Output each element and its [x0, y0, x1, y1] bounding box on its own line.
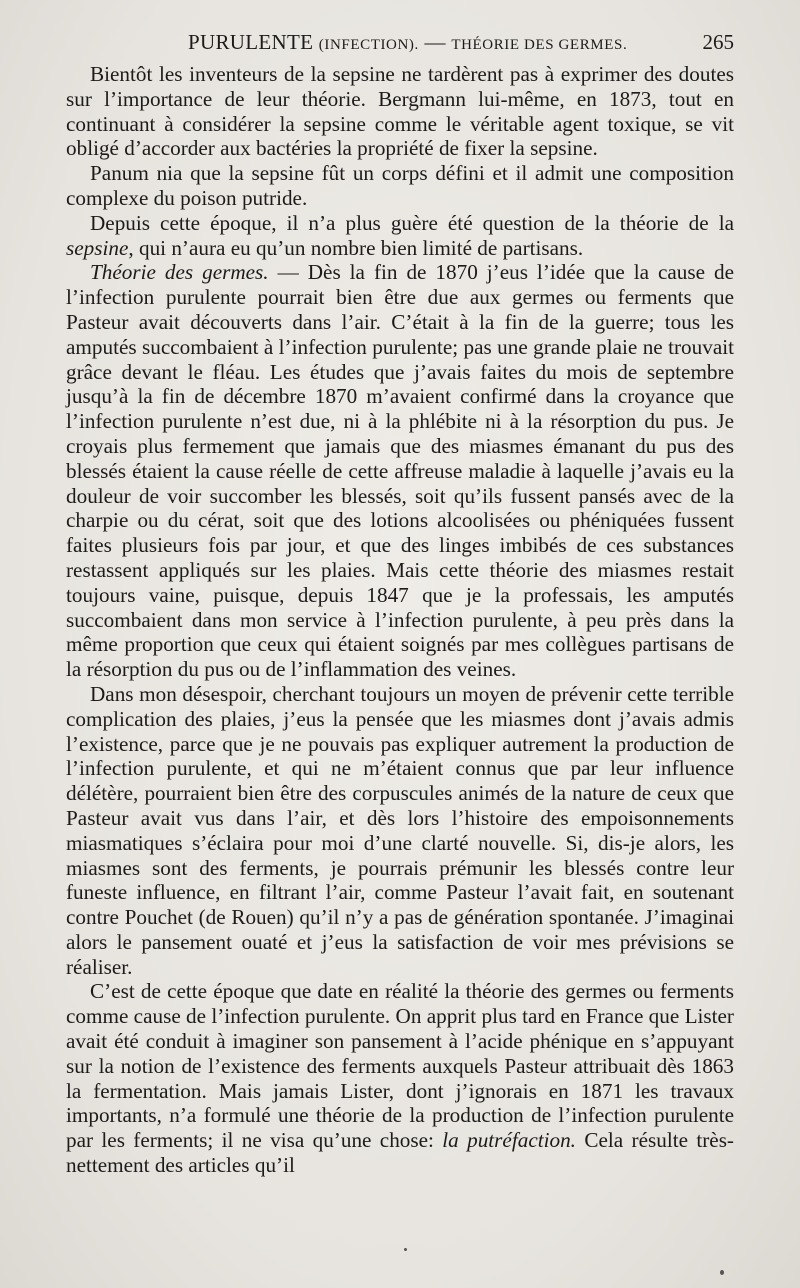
running-head — [188, 30, 627, 55]
paragraph-text: Bientôt les inventeurs de la sepsine ne tardèrent pas à exprimer des doutes sur l’importance de leur théorie. Bergmann lui-même, en 1873, tout en continuant à considérer la sepsine comme le véritable agent toxique, se vit obligé d’accorder aux bactéries la propriété de fixer la sepsine. — [66, 62, 734, 161]
body-text — [66, 62, 734, 1178]
paragraph-text: Dans mon désespoir, cherchant toujours un moyen de prévenir cette terrible complication des plaies, j’eus la pensée que les miasmes dont j’avais admis l’existence, parce que je ne pouvais pas expliquer autrement la production de l’infection purulente, et qui ne m’étaient connus que par leur influence délétère, pourraient bien être des corpuscules animés de la nature de ceux que Pasteur avait vus dans l’air, et dès lors l’histoire des empoisonnements miasmatiques s’éclaira pour moi d’une clarté nouvelle. Si, dis-je alors, les miasmes sont des ferments, je pourrais prémunir les blessés contre leur funeste influence, en filtrant l’air, comme Pasteur l’avait fait, en soutenant contre Pouchet (de Rouen) qu’il n’y a pas de génération spontanée. J’imaginai alors le pansement ouaté et j’eus la satisfaction de voir mes prévisions se réaliser. — [66, 681, 734, 979]
print-speck — [404, 1248, 407, 1251]
paragraph-text: Panum nia que la sepsine fût un corps défini et il admit une composition complexe du poison putride. — [66, 161, 734, 210]
print-speck — [720, 1270, 724, 1275]
paragraph-despair — [66, 682, 734, 980]
paragraph-text-after: Cela résulte très-nettement des articles qu’il — [66, 1128, 734, 1178]
running-head-section: THÉORIE DES GERMES. — [451, 37, 628, 53]
paragraph-lister — [66, 979, 734, 1177]
paragraph-germ-theory — [66, 260, 734, 682]
paragraph-panum — [66, 161, 734, 211]
paragraph-text: — Dès la fin de 1870 j’eus l’idée que la cause de l’infection purulente pourrait bien être due aux germes ou ferments que Pasteur avait découverts dans l’air. C’était à la fin de la guerre; tous les amputés succombaient à l’infection purulente; pas une grande plaie ne trouvait grâce devant le fléau. Les études que j’avais faites du mois de septembre jusqu’à la fin de décembre 1870 m’avaient confirmé dans la croyance que l’infection purulente n’est due, ni à la phlébite ni à la résorption du pus. Je croyais plus fermement que jamais que des miasmes émanant du pus des blessés étaient la cause réelle de cette affreuse maladie à laquelle j’avais eu la douleur de voir succomber les blessés, soit qu’ils fussent pansés avec de la charpie ou du cérat, soit que des lotions alcoolisées ou phéniquées fussent faites plusieurs fois par jour, et que des linges imbibés de ces substances restassent appliqués sur les plaies. Mais cette théorie des miasmes restait toujours vaine, puisque, depuis 1847 que je la professais, les amputés succombaient dans mon service à l’infection purulente, à peu près dans la même proportion que ceux qui étaient soignés par mes collègues partisans de la résorption du pus ou de l’inflammation des veines. — [66, 260, 734, 682]
running-head-title: PURULENTE — [188, 30, 314, 54]
page-header — [0, 28, 800, 56]
section-heading-germ-theory: Théorie des germes. — [90, 260, 269, 285]
paragraph-text-after: , qui n’aura eu qu’un nombre bien limité de partisans. — [128, 235, 584, 260]
page-number: 265 — [702, 30, 734, 54]
paragraph-since-then — [66, 211, 734, 261]
italic-term-sepsine: sepsine — [66, 235, 129, 260]
paragraph-text-before: C’est de cette époque que date en réalité la théorie des germes ou ferments comme cause de l’infection purulente. On apprit plus tard en France que Lister avait été conduit à imaginer son pansement à l’acide phénique en s’appuyant sur la notion de l’existence des ferments auxquels Pasteur attribuait dès 1863 la fermentation. Mais jamais Lister, dont j’ignorais en 1871 les travaux importants, n’a formulé une théorie de la production de l’infection purulente par les ferments; il ne visa qu’une chose: — [66, 979, 734, 1153]
italic-term-putrefaction: la putréfaction. — [442, 1128, 576, 1153]
running-head-dash: — — [424, 30, 446, 54]
paragraph-sepsine-doubts — [66, 62, 734, 161]
running-head-subtitle: (INFECTION). — [318, 37, 419, 53]
paragraph-text-before: Depuis cette époque, il n’a plus guère été question de la théorie de la — [90, 210, 734, 235]
